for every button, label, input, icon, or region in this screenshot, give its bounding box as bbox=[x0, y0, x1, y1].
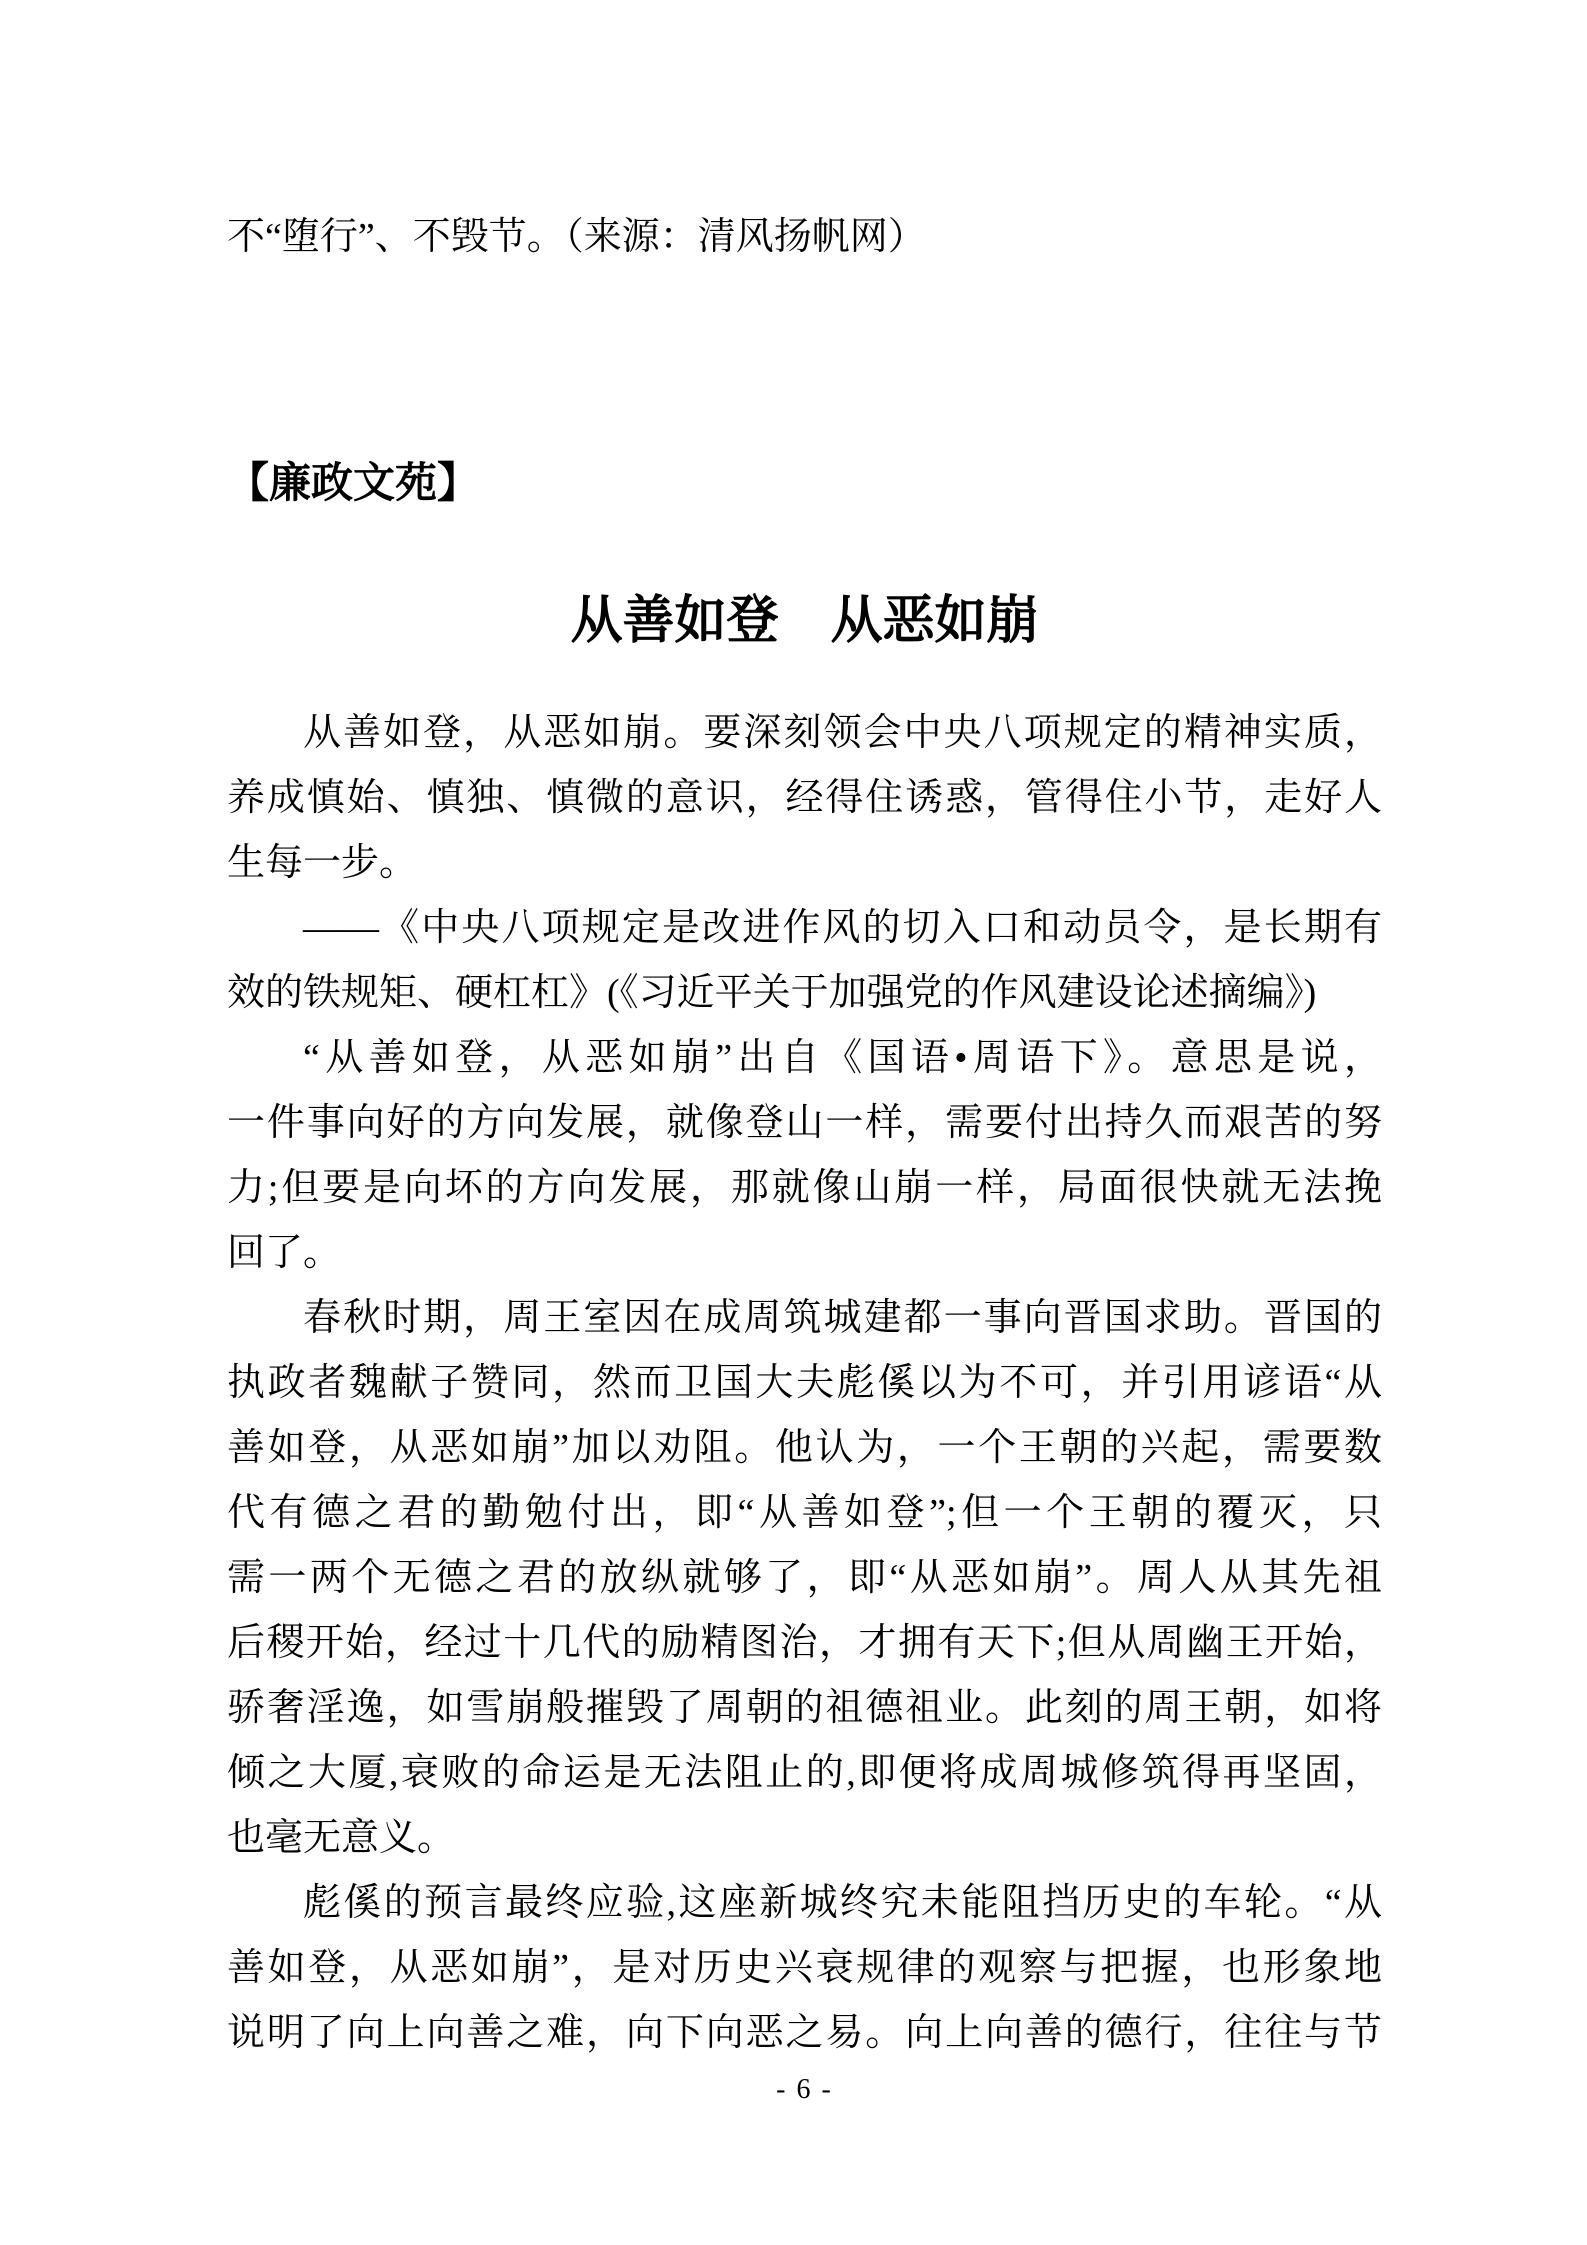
body-line: 说明了向上向善之难，向下向恶之易。向上向善的德行，往往与节 bbox=[227, 2012, 1382, 2054]
body-line: 倾之大厦,衰败的命运是无法阻止的,即便将成周城修筑得再坚固， bbox=[227, 1752, 1382, 1794]
body-line: 效的铁规矩、硬杠杠》(《习近平关于加强党的作风建设论述摘编》) bbox=[227, 972, 1317, 1014]
body-line: 回了。 bbox=[227, 1232, 342, 1274]
paragraph bbox=[227, 1871, 1382, 2066]
body-line: 善如登，从恶如崩”加以劝阻。他认为，一个王朝的兴起，需要数 bbox=[227, 1427, 1382, 1469]
body-line: 力;但要是向坏的方向发展，那就像山崩一样，局面很快就无法挽 bbox=[227, 1167, 1382, 1209]
body-line: ——《中央八项规定是改进作风的切入口和动员令，是长期有 bbox=[303, 907, 1382, 949]
body-line: 也毫无意义。 bbox=[227, 1817, 456, 1859]
body-line: 从善如登，从恶如崩。要深刻领会中央八项规定的精神实质， bbox=[303, 712, 1382, 754]
page-number: - 6 - bbox=[776, 2074, 833, 2105]
body-line: 彪傒的预言最终应验,这座新城终究未能阻挡历史的车轮。“从 bbox=[303, 1882, 1382, 1924]
section-header: 【廉政文苑】 bbox=[227, 461, 480, 507]
body-line: 春秋时期，周王室因在成周筑城建都一事向晋国求助。晋国的 bbox=[303, 1297, 1382, 1339]
paragraph bbox=[227, 701, 1382, 896]
body-line: 善如登，从恶如崩”，是对历史兴衰规律的观察与把握，也形象地 bbox=[227, 1947, 1382, 1989]
continuation-paragraph-line: 不“堕行”、不毁节。（来源：清风扬帆网） bbox=[227, 216, 926, 258]
paragraph bbox=[227, 1286, 1382, 1871]
body-line: 生每一步。 bbox=[227, 842, 418, 884]
article-title: 从善如登 从恶如崩 bbox=[570, 593, 1039, 650]
body-line: 需一两个无德之君的放纵就够了，即“从恶如崩”。周人从其先祖 bbox=[227, 1557, 1382, 1599]
body-line: 骄奢淫逸，如雪崩般摧毁了周朝的祖德祖业。此刻的周王朝，如将 bbox=[227, 1687, 1382, 1729]
article-body bbox=[227, 701, 1382, 2066]
paragraph bbox=[227, 896, 1382, 1026]
body-line: 后稷开始，经过十几代的励精图治，才拥有天下;但从周幽王开始， bbox=[227, 1622, 1382, 1664]
body-line: “从善如登，从恶如崩”出自《国语•周语下》。意思是说， bbox=[303, 1037, 1382, 1079]
body-line: 养成慎始、慎独、慎微的意识，经得住诱惑，管得住小节，走好人 bbox=[227, 777, 1382, 819]
body-line: 一件事向好的方向发展，就像登山一样，需要付出持久而艰苦的努 bbox=[227, 1102, 1382, 1144]
body-line: 代有德之君的勤勉付出，即“从善如登”;但一个王朝的覆灭，只 bbox=[227, 1492, 1382, 1534]
body-line: 执政者魏献子赞同，然而卫国大夫彪傒以为不可，并引用谚语“从 bbox=[227, 1362, 1382, 1404]
paragraph bbox=[227, 1026, 1382, 1286]
